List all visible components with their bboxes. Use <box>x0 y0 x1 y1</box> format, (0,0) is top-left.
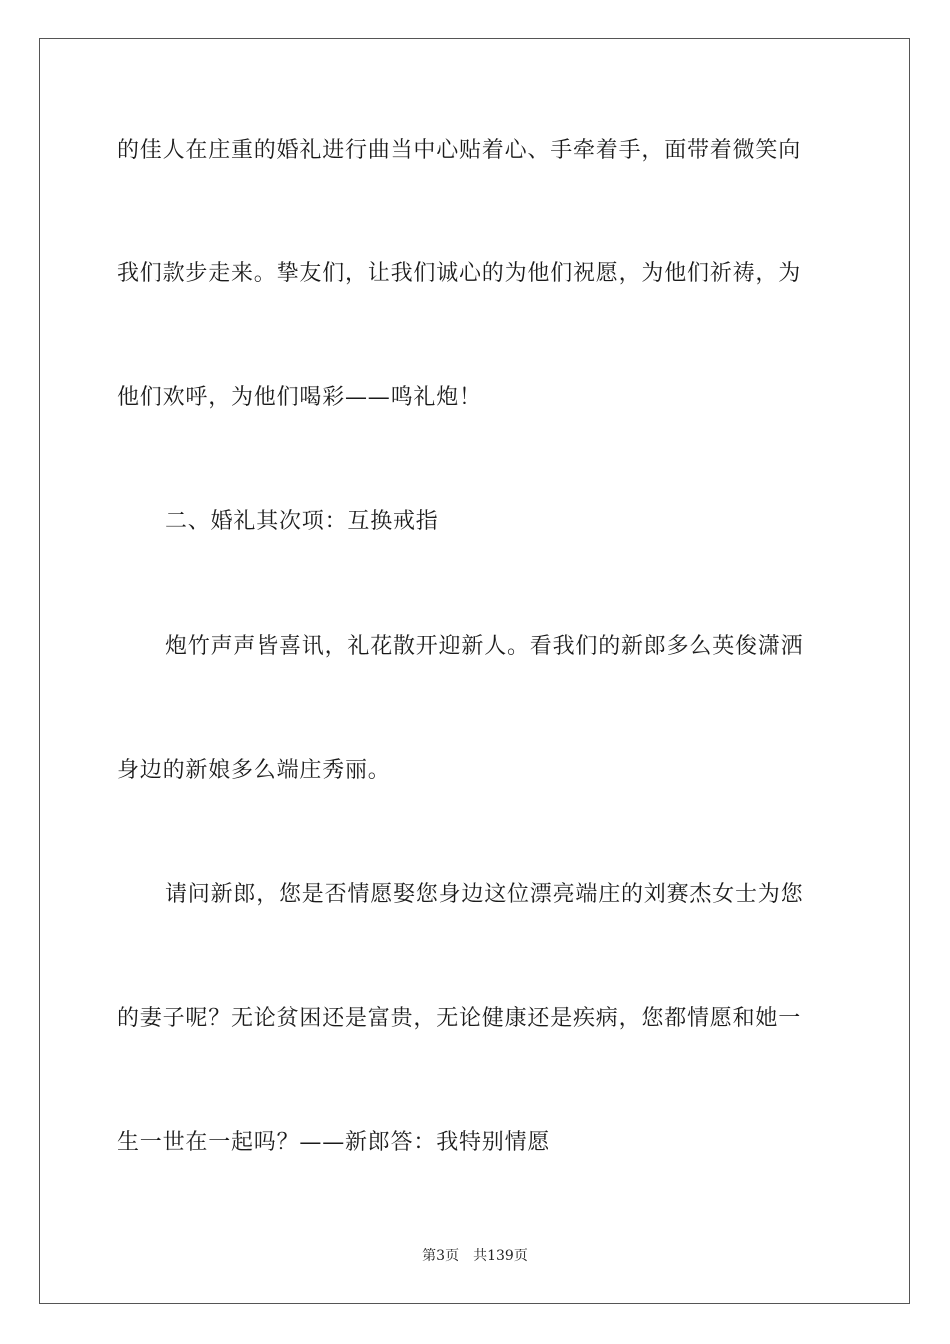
section-heading: 二、婚礼其次项：互换戒指 <box>165 509 439 534</box>
page-border <box>39 38 910 1304</box>
page-footer <box>0 1247 950 1265</box>
body-text-line: 的佳人在庄重的婚礼进行曲当中心贴着心、手牵着手，面带着微笑向 <box>117 138 802 163</box>
body-text-line: 我们款步走来。挚友们，让我们诚心的为他们祝愿，为他们祈祷，为 <box>117 261 802 286</box>
body-text-line: 请问新郎，您是否情愿娶您身边这位漂亮端庄的刘赛杰女士为您 <box>165 882 804 907</box>
body-text-line: 生一世在一起吗？——新郎答：我特别情愿 <box>117 1130 551 1155</box>
page-number: 第3页 <box>422 1248 460 1264</box>
body-text-line: 的妻子呢？无论贫困还是富贵，无论健康还是疾病，您都情愿和她一 <box>117 1006 802 1031</box>
body-text-line: 身边的新娘多么端庄秀丽。 <box>117 758 391 783</box>
body-text-line: 炮竹声声皆喜讯，礼花散开迎新人。看我们的新郎多么英俊潇洒 <box>165 634 804 659</box>
body-text-line: 他们欢呼，为他们喝彩——鸣礼炮！ <box>117 385 482 410</box>
total-pages: 共139页 <box>473 1248 528 1264</box>
